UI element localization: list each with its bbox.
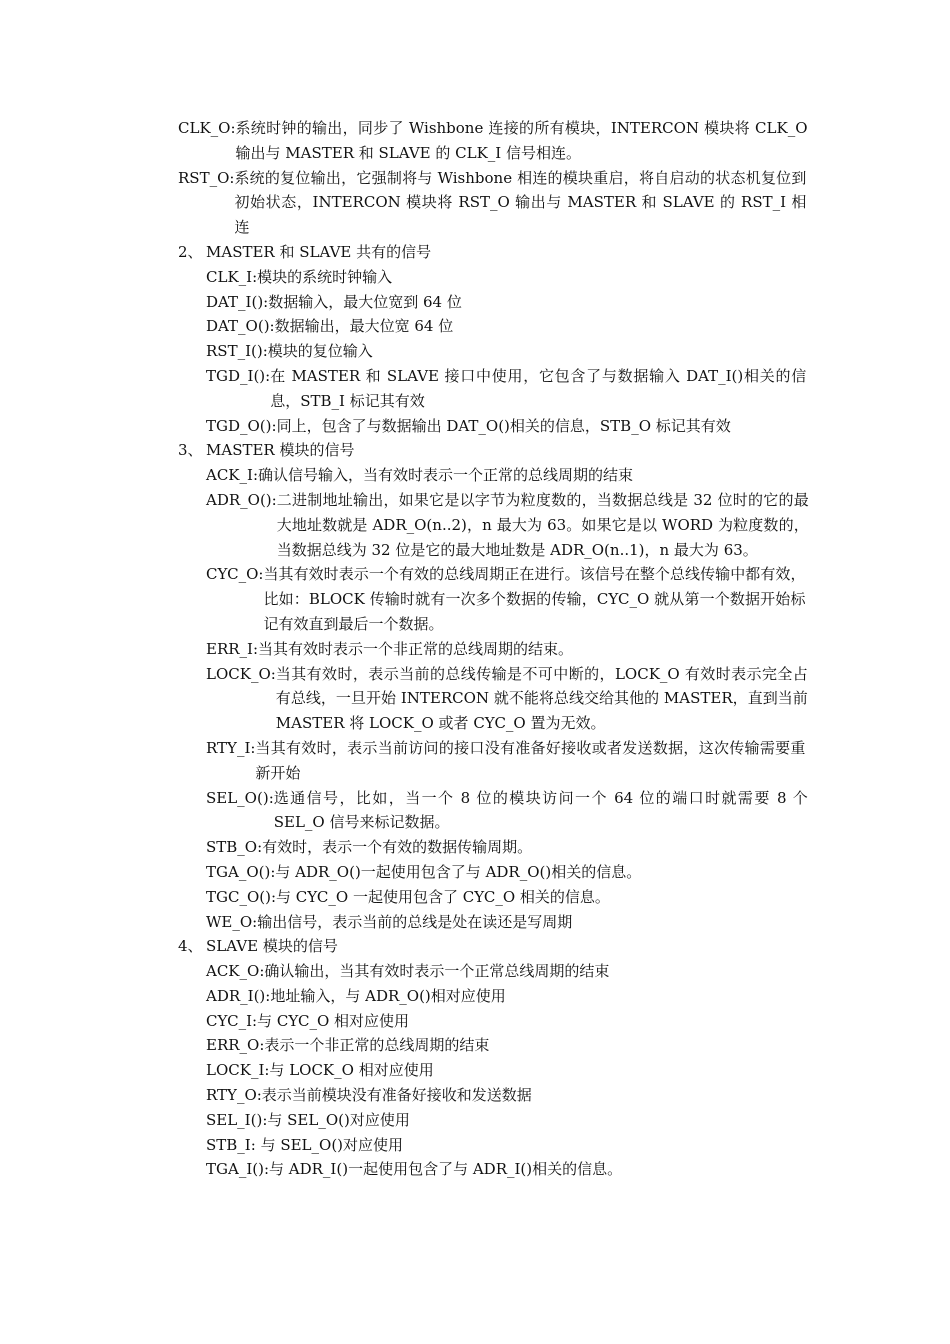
signal-entry [0, 364, 950, 414]
signal-term: ADR_I(): [206, 986, 271, 1005]
signal-term: SEL_I(): [206, 1110, 268, 1129]
signal-description: 有效时，表示一个有效的数据传输周期。 [262, 838, 533, 857]
signal-entry [0, 1033, 950, 1058]
signal-term: CYC_I: [206, 1011, 258, 1030]
signal-description: 系统的复位输出，它强制将与 Wishbone 相连的模块重启，将自启动的状态机复位到初始状态，INTERCON 模块将 RST_O 输出与 MASTER 和 SLAVE 的 RST_I 相连 [234, 168, 807, 237]
signal-term: TGA_I(): [206, 1160, 270, 1179]
signal-entry [0, 290, 950, 315]
signal-term: ADR_O(): [206, 490, 277, 509]
signal-term: LOCK_I: [206, 1061, 270, 1080]
signal-entry-rst-o [0, 166, 950, 240]
signal-description: 确认信号输入，当有效时表示一个正常的总线周期的结束 [258, 466, 634, 485]
signal-description: 确认输出，当其有效时表示一个正常总线周期的结束 [264, 962, 610, 981]
signal-term: WE_O: [206, 912, 258, 931]
signal-term: TGD_O(): [206, 416, 277, 435]
signal-term: CYC_O: [206, 565, 264, 584]
signal-description: 在 MASTER 和 SLAVE 接口中使用，它包含了与数据输入 DAT_I()相关的信息，STB_I 标记其有效 [270, 366, 807, 410]
signal-description: 表示当前模块没有准备好接收和发送数据 [261, 1086, 532, 1105]
signal-description: 与 ADR_I()一起使用包含了与 ADR_I()相关的信息。 [269, 1160, 623, 1179]
signal-entry [0, 339, 950, 364]
document-body [0, 116, 950, 1182]
signal-description: 模块的系统时钟输入 [257, 267, 393, 286]
signal-term: RST_O: [178, 168, 235, 187]
signal-term: RTY_I: [206, 738, 256, 757]
signal-entry [0, 1083, 950, 1108]
section-title: MASTER 和 SLAVE 共有的信号 [206, 242, 432, 261]
signal-entry [0, 1108, 950, 1133]
signal-description: 选通信号，比如，当一个 8 位的模块访问一个 64 位的端口时就需要 8 个 SEL_O 信号来标记数据。 [273, 788, 808, 832]
signal-entry [0, 414, 950, 439]
section-title: SLAVE 模块的信号 [206, 937, 338, 956]
signal-entry [0, 488, 950, 562]
signal-entry [0, 1157, 950, 1182]
signal-description: 系统时钟的输出，同步了 Wishbone 连接的所有模块，INTERCON 模块将 CLK_O 输出与 MASTER 和 SLAVE 的 CLK_I 信号相连。 [235, 119, 808, 162]
signal-description: 二进制地址输出，如果它是以字节为粒度数的，当数据总线是 32 位时的它的最大地址数就是 ADR_O(n..2)，n 最大为 63。如果它是以 WORD 为粒度数的，当数据总线为 32 位是它的最大地址数是 ADR_O(n..1)，n 最大为 63。 [276, 490, 809, 559]
signal-description: 与 CYC_O 一起使用包含了 CYC_O 相关的信息。 [276, 887, 610, 906]
signal-term: RST_I(): [206, 342, 268, 361]
signal-term: ERR_I: [206, 639, 259, 658]
signal-entry [0, 1133, 950, 1158]
signal-entry [0, 910, 950, 935]
signal-description: 同上，包含了与数据输出 DAT_O()相关的信息，STB_O 标记其有效 [276, 416, 731, 435]
signal-entry [0, 984, 950, 1009]
signal-entry [0, 835, 950, 860]
signal-entry [0, 1058, 950, 1083]
signal-term: STB_I: [206, 1135, 256, 1154]
signal-entry [0, 314, 950, 339]
signal-description: 模块的复位输入 [267, 342, 373, 361]
signal-description: 与 SEL_O()对应使用 [255, 1135, 404, 1154]
signal-entry [0, 463, 950, 488]
signal-entry [0, 786, 950, 836]
signal-description: 地址输入，与 ADR_O()相对应使用 [270, 986, 506, 1005]
signal-description: 当其有效时表示一个非正常的总线周期的结束。 [258, 639, 574, 658]
signal-term: TGD_I(): [206, 366, 271, 385]
section-number: 3、 [178, 441, 203, 460]
signal-description: 当其有效时，表示当前访问的接口没有准备好接收或者发送数据，这次传输需要重新开始 [255, 738, 806, 782]
signal-description: 与 ADR_O()一起使用包含了与 ADR_O()相关的信息。 [275, 862, 642, 881]
signal-entry [0, 860, 950, 885]
signal-term: CLK_O: [178, 119, 236, 137]
section-number: 4、 [178, 937, 203, 956]
signal-entry-clk-o [0, 116, 950, 166]
signal-term: DAT_O(): [206, 317, 275, 336]
signal-entry [0, 637, 950, 662]
signal-entry [0, 885, 950, 910]
signal-description: 与 LOCK_O 相对应使用 [269, 1061, 434, 1080]
signal-description: 与 SEL_O()对应使用 [267, 1110, 410, 1129]
signal-description: 输出信号，表示当前的总线是处在读还是写周期 [257, 912, 573, 931]
signal-term: TGC_O(): [206, 887, 277, 906]
signal-description: 当其有效时表示一个有效的总线周期正在进行。该信号在整个总线传输中都有效，比如：BLOCK 传输时就有一次多个数据的传输，CYC_O 就从第一个数据开始标记有效直到最后一个数据。 [263, 565, 806, 633]
section-heading [0, 240, 950, 265]
signal-term: CLK_I: [206, 267, 258, 286]
signal-term: ACK_O: [206, 962, 265, 981]
signal-description: 与 CYC_O 相对应使用 [257, 1011, 410, 1030]
signal-entry [0, 959, 950, 984]
signal-term: STB_O: [206, 838, 263, 857]
signal-description: 数据输入，最大位宽到 64 位 [268, 292, 462, 311]
signal-description: 数据输出，最大位宽 64 位 [274, 317, 454, 336]
signal-term: SEL_O(): [206, 788, 274, 807]
signal-term: TGA_O(): [206, 862, 276, 881]
signal-entry [0, 265, 950, 290]
signal-description: 表示一个非正常的总线周期的结束 [264, 1036, 490, 1055]
section-heading [0, 934, 950, 959]
signal-term: LOCK_O: [206, 664, 276, 683]
signal-description: 当其有效时，表示当前的总线传输是不可中断的，LOCK_O 有效时表示完全占有总线，一旦开始 INTERCON 就不能将总线交给其他的 MASTER，直到当前 MASTER 将 LOCK_O 或者 CYC_O 置为无效。 [275, 664, 808, 733]
section-number: 2、 [178, 242, 203, 261]
section-heading [0, 438, 950, 463]
signal-term: DAT_I(): [206, 292, 269, 311]
signal-term: RTY_O: [206, 1086, 262, 1105]
signal-term: ACK_I: [206, 466, 258, 485]
signal-term: ERR_O: [206, 1036, 265, 1055]
section-title: MASTER 模块的信号 [206, 441, 355, 460]
signal-entry [0, 662, 950, 736]
signal-entry [0, 1009, 950, 1034]
signal-entry [0, 736, 950, 786]
signal-entry [0, 562, 950, 636]
